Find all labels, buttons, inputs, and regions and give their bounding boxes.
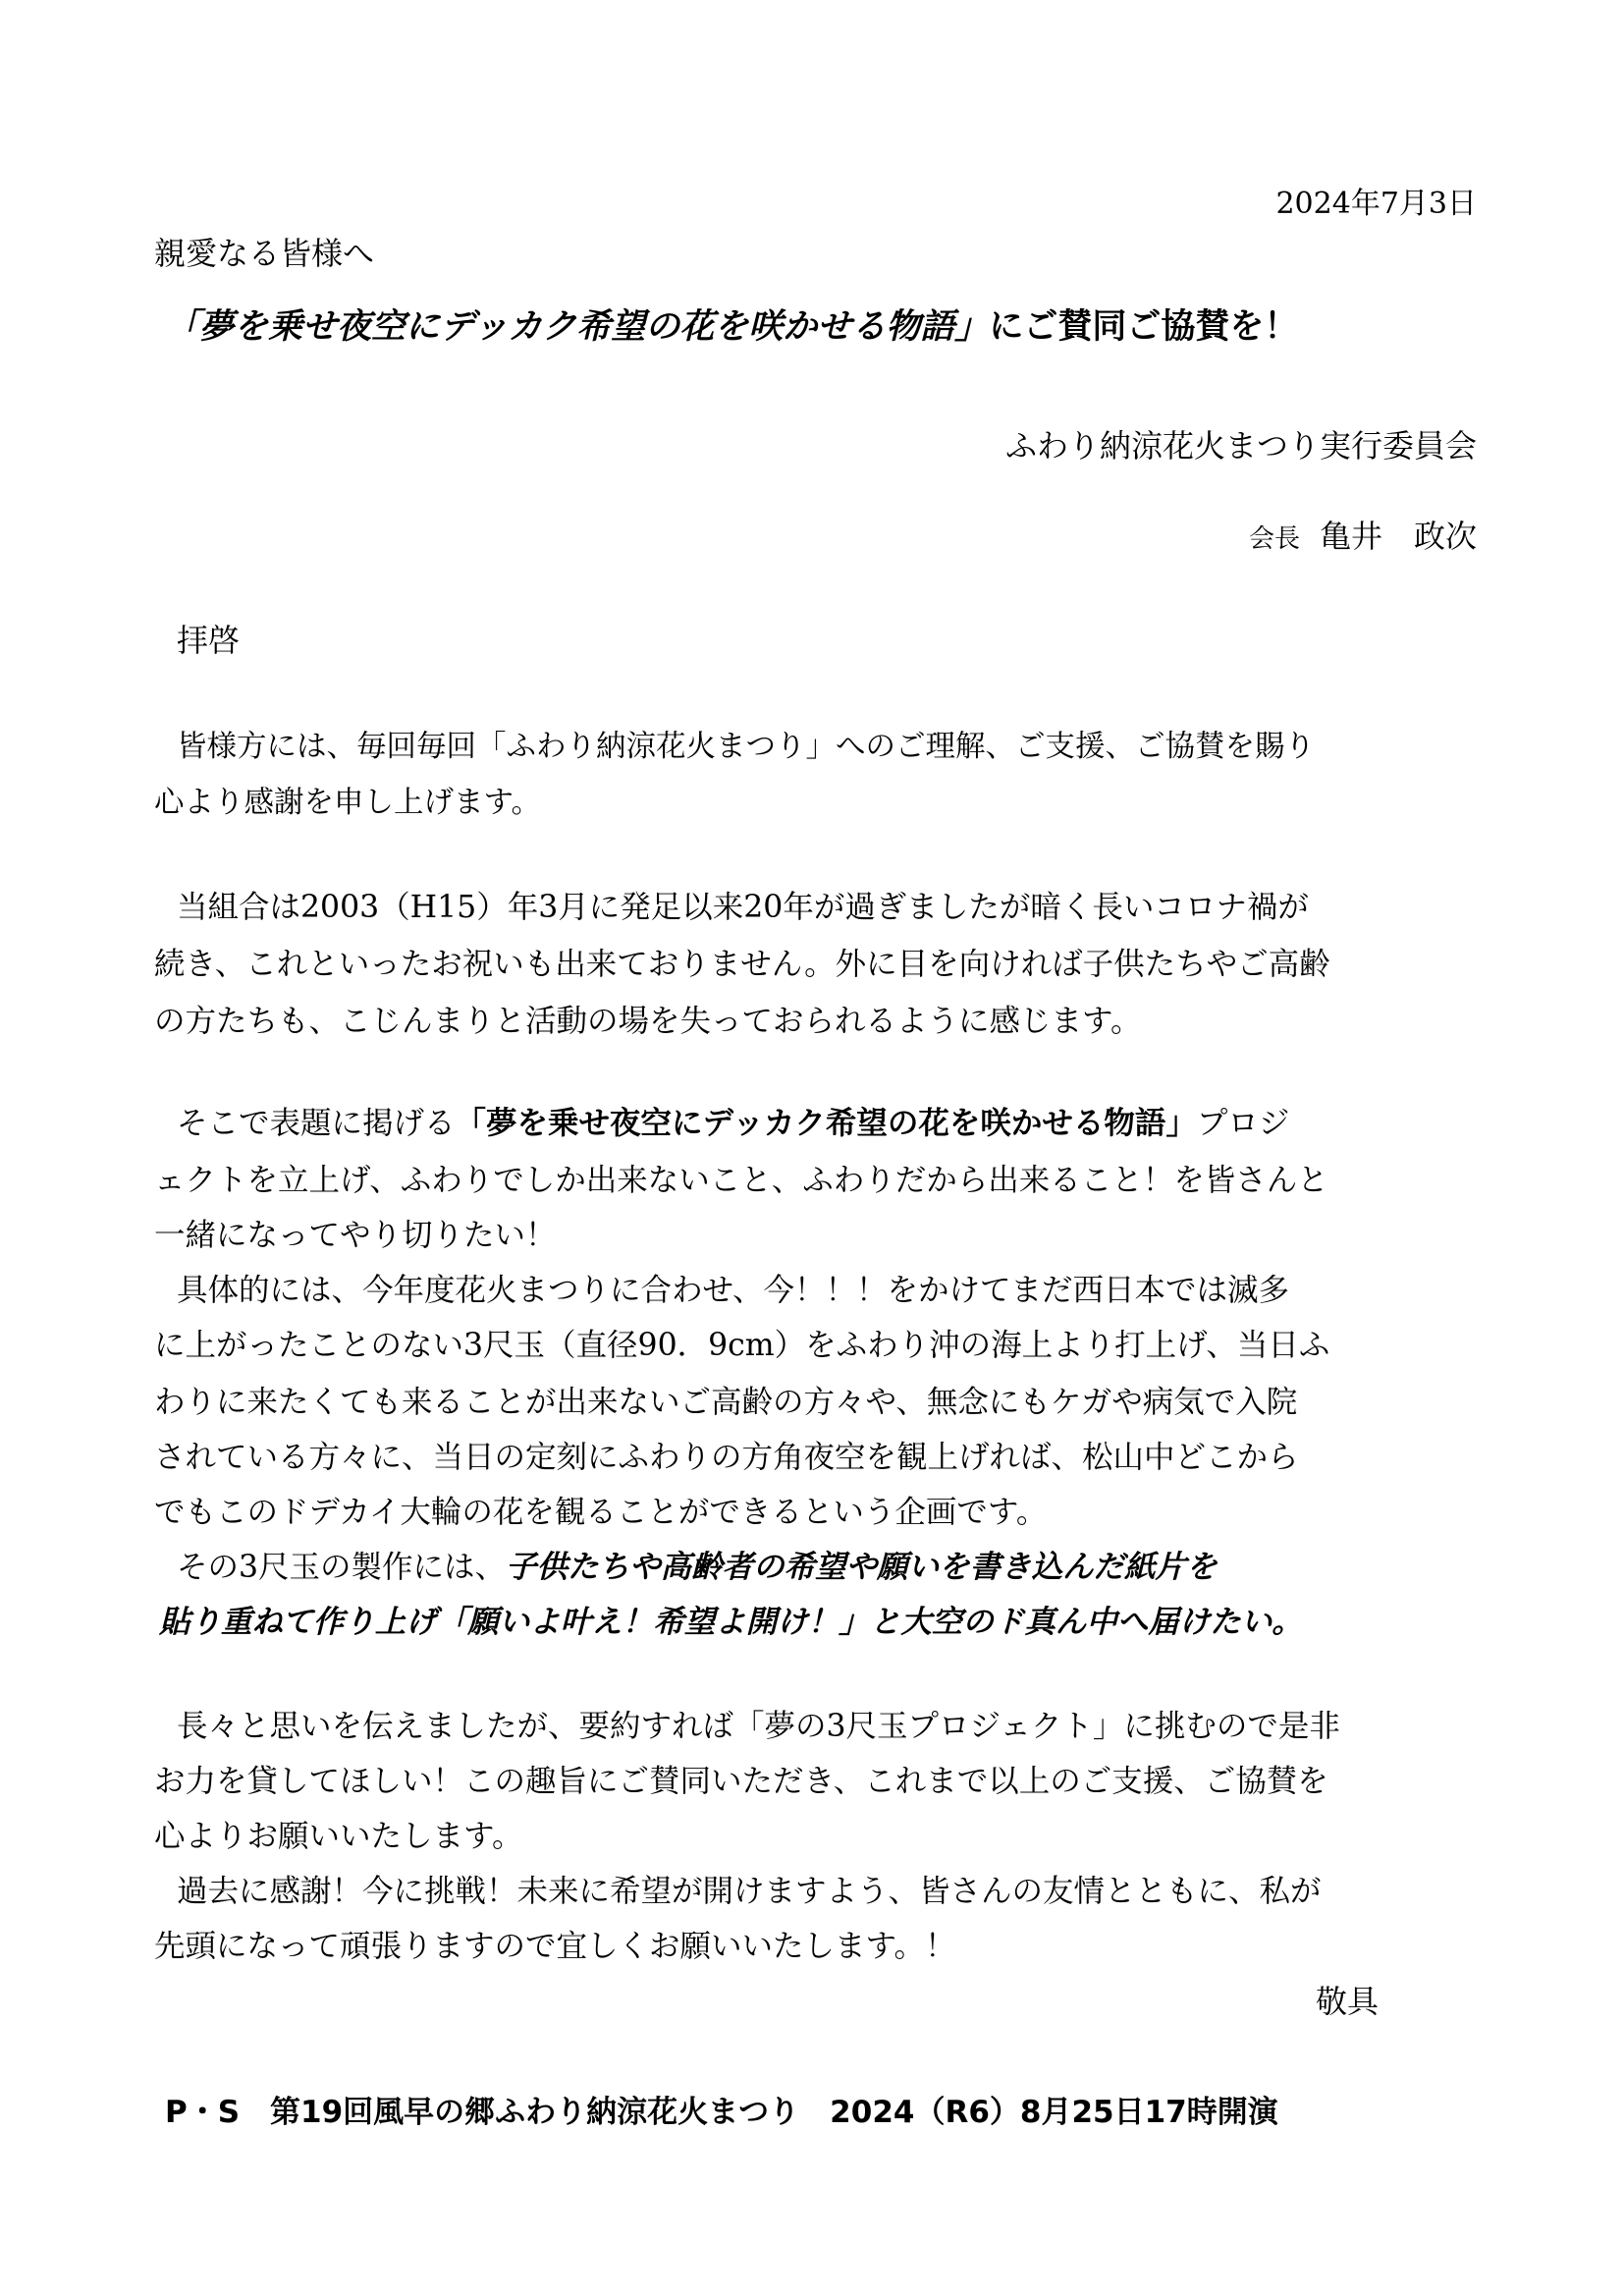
- page-title: [165, 302, 1298, 352]
- paragraph2-line2: 続き、これといったお祝いも出来ておりません。外に目を向ければ子供たちやご高齢: [154, 947, 1330, 982]
- paragraph7-line2: 先頭になって頑張りますので宜しくお願いいたします。！: [154, 1929, 956, 1964]
- paragraph5-line2: 貼り重ねて作り上げ「願いよ叶え！希望よ開け！」と大空のド真ん中へ届けたい。: [159, 1604, 1303, 1640]
- paragraph4-line2: に上がったことのない3尺玉（直径90．9cm）をふわり沖の海上より打上げ、当日ふ: [154, 1328, 1330, 1363]
- postscript: P・S 第19回風早の郷ふわり納涼花火まつり 2024（R6）8月25日17時開演: [165, 2095, 1278, 2130]
- opening-greeting: 拝啓: [177, 622, 241, 659]
- title-project-name: 「夢を乗せ夜空にデッカク希望の花を咲かせる物語」: [165, 307, 990, 347]
- paragraph2-line3: の方たちも、こじんまりと活動の場を失っておられるように感じます。: [154, 1004, 1142, 1039]
- paragraph3-tail: プロジ: [1196, 1106, 1290, 1141]
- closing-greeting: 敬具: [1316, 1983, 1380, 2020]
- paragraph5-line1: [177, 1546, 1218, 1589]
- paragraph3-project-name: 「夢を乗せ夜空にデッカク希望の花を咲かせる物語」: [455, 1105, 1197, 1141]
- paragraph4-line4: されている方々に、当日の定刻にふわりの方角夜空を観上げれば、松山中どこから: [154, 1440, 1299, 1475]
- paragraph1-line1: 皆様方には、毎回毎回「ふわり納涼花火まつり」へのご理解、ご支援、ご協賛を賜り: [177, 730, 1315, 764]
- sender-signature: [1249, 515, 1477, 561]
- paragraph3-lead: そこで表題に掲げる: [177, 1106, 456, 1141]
- paragraph7-line1: 過去に感謝！今に挑戦！未来に希望が開けますよう、皆さんの友情とともに、私が: [177, 1874, 1322, 1909]
- paragraph6-line1: 長々と思いを伝えましたが、要約すれば「夢の3尺玉プロジェクト」に挑むので是非: [177, 1709, 1340, 1744]
- sender-organization: ふわり納涼花火まつり実行委員会: [1004, 427, 1477, 465]
- paragraph5-lead: その3尺玉の製作には、: [177, 1550, 507, 1585]
- paragraph4-line3: わりに来たくても来ることが出来ないご高齢の方々や、無念にもケガや病気で入院: [154, 1385, 1298, 1420]
- paragraph2-line1: 当組合は2003（H15）年3月に発足以来20年が過ぎましたが暗く長いコロナ禍が: [177, 890, 1309, 925]
- paragraph6-line3: 心よりお願いいたします。: [154, 1819, 523, 1854]
- paragraph3-line2: ェクトを立上げ、ふわりでしか出来ないこと、ふわりだから出来ること！を皆さんと: [154, 1163, 1328, 1198]
- paragraph1-line2: 心より感謝を申し上げます。: [154, 786, 542, 820]
- sender-role: 会長: [1248, 524, 1300, 554]
- paragraph3-line1: [177, 1102, 1289, 1145]
- paragraph6-line2: お力を貸してほしい！この趣旨にご賛同いただき、これまで以上のご支援、ご協賛を: [154, 1764, 1328, 1799]
- letter-date: 2024年7月3日: [1275, 187, 1477, 221]
- paragraph4-line5: でもこのドデカイ大輪の花を観ることができるという企画です。: [154, 1495, 1048, 1530]
- sender-name: 亀井 政次: [1319, 518, 1477, 555]
- paragraph3-line3: 一緒になってやり切りたい！: [154, 1218, 557, 1253]
- title-request: にご賛同ご協賛を！: [989, 307, 1299, 347]
- paragraph5-emphasis: 子供たちや高齢者の希望や願いを書き込んだ紙片を: [506, 1549, 1218, 1585]
- paragraph4-line1: 具体的には、今年度花火まつりに合わせ、今！！！をかけてまだ西日本では滅多: [177, 1273, 1290, 1308]
- salutation: 親愛なる皆様へ: [154, 235, 375, 272]
